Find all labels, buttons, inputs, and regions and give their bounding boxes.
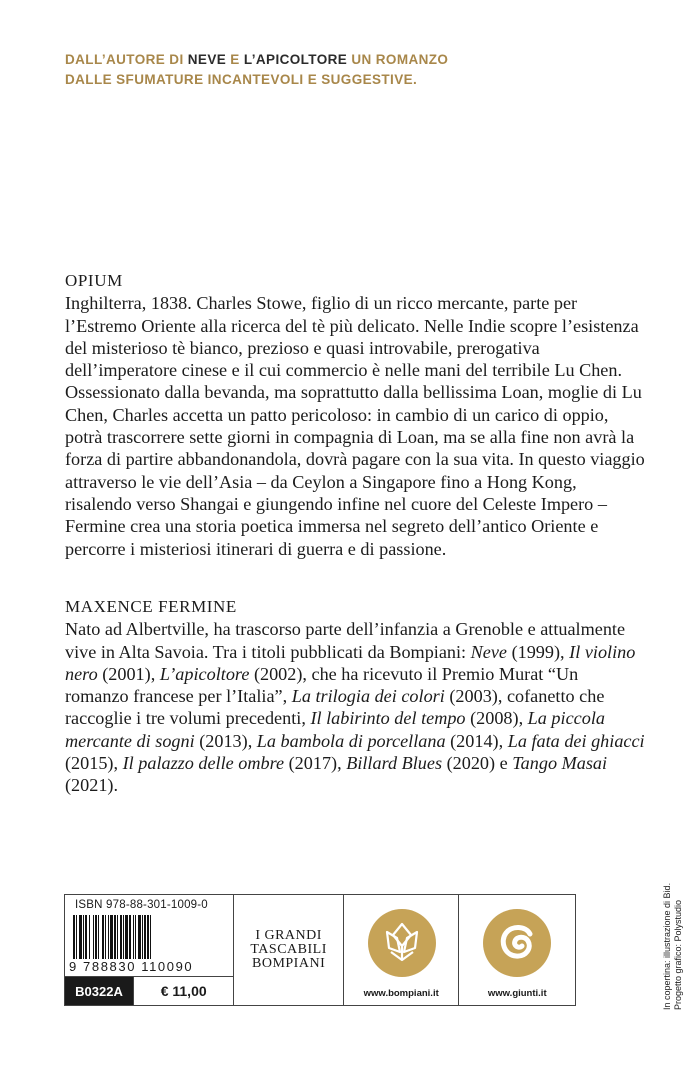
bio-text: (2013),	[194, 730, 257, 751]
book-title: Billard Blues	[346, 753, 443, 774]
isbn-label: ISBN 978-88-301-1009-0	[75, 899, 208, 911]
book-title: Neve	[470, 641, 508, 662]
cover-credits	[662, 883, 684, 1010]
product-code-badge: B0322A	[65, 977, 133, 1005]
book-title: Il violino nero	[65, 641, 636, 684]
bio-text: (2003), cofanetto che raccoglie i tre volumi precedenti,	[65, 686, 605, 729]
code-price-row	[65, 976, 233, 1005]
tagline-line-2: DALLE SFUMATURE INCANTEVOLI E SUGGESTIVE.	[65, 72, 418, 87]
bio-text: (2014),	[445, 730, 508, 751]
tagline	[65, 50, 535, 90]
author-bio	[65, 618, 645, 796]
synopsis-body: Inghilterra, 1838. Charles Stowe, figlio di un ricco mercante, parte per l’Estremo Oriente alla ricerca del tè più delicato. Nelle Indie scopre l’esistenza del misterioso tè bianco, prezioso e quasi introvabile, prerogativa dell’imperatore cinese e il cui commercio è nelle mani del terribile Lu Chen. Ossessionato dalla bevanda, ma soprattutto dalla bellissima Loan, moglie di Lu Chen, Charles accetta un patto pericoloso: in cambio di un carico di oppio, potrà trascorrere sette giorni in compagnia di Loan, ma se alla fine non avrà la forza di partire abbandonandola, dovrà pagare con la sua vita. In questo viaggio attraverso le vie dell’Asia – da Ceylon a Singapore fino a Hong Kong, risalendo verso Shangai e giungendo infine nel cuore del Celeste Impero – Fermine crea una storia poetica immersa nel segreto dell’antico Oriente e percorre i misteriosi itinerari di guerra e di passione.	[65, 293, 645, 559]
author-heading: MAXENCE FERMINE	[65, 597, 237, 616]
bio-text: (2020) e	[442, 753, 513, 774]
price-label: € 11,00	[133, 977, 233, 1005]
tagline-text: E	[226, 52, 244, 67]
bio-text: (2001),	[97, 663, 160, 684]
bompiani-url: www.bompiani.it	[363, 988, 439, 999]
barcode-panel	[65, 895, 234, 1005]
book-title: La trilogia dei colori	[291, 686, 445, 707]
synopsis-section	[65, 270, 645, 560]
author-section	[65, 596, 645, 797]
book-title: La fata dei ghiacci	[507, 730, 645, 751]
giunti-panel	[459, 895, 575, 1005]
tagline-text: DALL’AUTORE DI	[65, 52, 188, 67]
book-title: L’apicoltore	[159, 663, 250, 684]
credit-line: Progetto grafico: Polystudio	[673, 899, 683, 1010]
tagline-title-apicoltore: L’APICOLTORE	[243, 52, 348, 67]
bompiani-lotus-logo-icon	[367, 908, 437, 978]
tagline-title-neve: NEVE	[187, 52, 227, 67]
giunti-swirl-logo-icon	[482, 908, 552, 978]
bompiani-panel	[344, 895, 460, 1005]
bio-text: (2002), che ha ricevuto il Premio Murat “Un romanzo francese per l’Italia”,	[65, 663, 579, 707]
book-title: Il palazzo delle ombre	[122, 753, 285, 774]
back-cover-footer	[64, 894, 576, 1006]
bio-text: (1999),	[507, 641, 570, 662]
credit-line: In copertina: illustrazione di Bid.	[662, 882, 672, 1010]
book-title: Tango Masai	[512, 753, 608, 774]
synopsis-heading: OPIUM	[65, 271, 123, 290]
barcode-icon	[71, 915, 229, 959]
bio-text: Nato ad Albertville, ha trascorso parte dell’infanzia a Grenoble e attualmente vive in Alta Savoia. Tra i titoli pubblicati da Bompiani:	[65, 619, 626, 662]
series-panel	[234, 895, 344, 1005]
series-label: I GRANDI TASCABILI BOMPIANI	[250, 928, 327, 971]
barcode-digits: 9 788830 110090	[69, 959, 194, 974]
book-title: La bambola di porcellana	[256, 730, 446, 751]
bio-text: (2008),	[465, 708, 528, 729]
tagline-line-1	[65, 50, 535, 70]
tagline-text: UN ROMANZO	[347, 52, 449, 67]
bio-text: (2017),	[284, 753, 347, 774]
bio-text: (2021).	[65, 775, 119, 796]
book-title: La piccola mercante di sogni	[65, 708, 605, 751]
giunti-url: www.giunti.it	[487, 988, 547, 999]
bio-text: (2015),	[65, 753, 123, 774]
book-title: Il labirinto del tempo	[310, 708, 466, 729]
